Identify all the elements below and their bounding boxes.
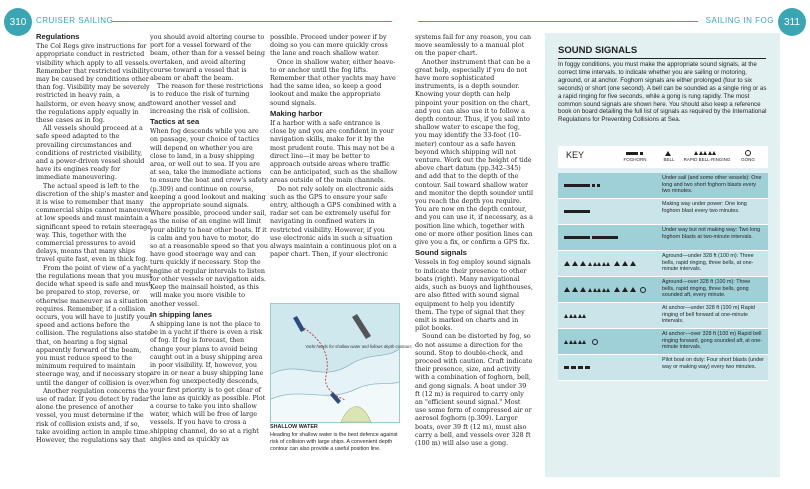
signal-row [558,355,768,381]
paragraph: A shipping lane is not the place to be in a yacht if there is even a risk of fog. If fog is forecast, then change your plans to avoid being caught out in a busy shipping area in poor visibility. If, however, you are in or near a busy shipping lane when fog unexpectedly descends, your first priority is to get clear of the lane as quickly as possible. Plot a course to take you into shallow water, which will be free of large vessels. If you have to cross a shipping channel, do so at a right angles and as quickly as [150,319,266,443]
heading-shipping-lanes: In shipping lanes [150,309,213,319]
running-title-right: SAILING IN FOG [705,16,774,25]
signal-description: Under sail (and some other vessels): One long and two short foghorn blasts every two minutes. [662,175,762,195]
text-column-2 [150,33,268,443]
paragraph: The actual speed is left to the discretion of the ship's master and it is wise to remember that many commercial ships cannot maneuver at low speeds and must maintain a significant speed to retain steerage way. This, together with the commercial pressures to avoid delays, means that many ships travel quite fast, even in thick fog. [36,181,152,264]
signal-row [558,251,768,277]
running-header [0,14,810,34]
heading-tactics: Tactics at sea [150,117,200,127]
signal-pilot-boat [564,355,592,380]
signal-description: At anchor—over 328 ft (100 m) Rapid bell ringing forward, gong sounded aft, at one-minute intervals. [662,331,763,351]
paragraph: Vessels in fog employ sound signals to indicate their presence to other boats (right). Many navigational aids, such as buoys and lighthouses, are also fitted with sound signal equipment to help you identify them. The type of signal that they emit is marked on charts and in pilot books. [415,258,533,333]
signal-description: Making way under power: One long foghorn blast every two minutes. [662,201,747,214]
signal-row [558,303,768,329]
caption-title: SHALLOW WATER [270,424,318,430]
signal-key [558,146,768,168]
panel-intro: In foggy conditions, you must make the appropriate sound signals, at the correct time intervals, to indicate whether you are sailing or motoring, aground, or at anchor. Foghorn signals are either prolonged (four to six seconds) or short (one second). A bell can be sounded as a single ring or as a rapid ringing for five seconds, while a gong is rung rapidly. The most common sound signals are shown here. You should also keep a reference book on board detailing the full list of signals as required by the International Regulations for Preventing Collisions at Sea. [558,61,767,124]
key-label: KEY [566,150,585,160]
panel-title: SOUND SIGNALS [558,45,638,56]
page-number-right: 311 [778,8,806,36]
caption-body: Heading for shallow water is the best defence against risk of collision with large ships. A convenient depth contour can also provide a useful position line. [270,432,398,452]
signal-description: Pilot boat on duty: Four short blasts (under way or making way) every two minutes. [662,357,764,370]
signal-not-making-way [564,225,620,250]
key-rapid-label: RAPID BELL-RINGING [683,157,731,162]
signal-anchor-large [564,329,598,354]
header-rule-right [418,21,698,22]
key-foghorn [616,149,654,162]
paragraph: Another regulation concerns the use of radar. If you detect by radar alone the presence of another vessel, you must determine if the risk of collision exists and, if so, take avoiding action in ample time. However, the regulations say that [36,386,151,444]
foghorn-short-icon [640,152,643,155]
key-gong-label: GONG [741,157,755,162]
text-column-4 [415,33,533,447]
page-number-left: 310 [4,8,32,36]
paragraph: possible. Proceed under power if by doing so you can more quickly cross the lane and reach shallow water. [270,33,388,58]
heading-regulations: Regulations [36,32,80,41]
key-gong [736,149,760,162]
signal-aground-large [564,277,646,302]
paragraph: The reason for these restrictions is to reduce the risk of turning toward another vessel and increasing the risk of collision. [150,82,264,115]
signal-table [558,173,768,381]
foghorn-long-icon [626,152,638,155]
signal-row [558,173,768,199]
paragraph: Do not rely solely on electronic aids such as the GPS to ensure your safe entry, although a GPS combined with a radar set can be extremely useful for navigating in confined waters in restricted visibility. However, if you use electronic aids in such a situation always maintain a continuous plot on a paper chart. Then, if your electronic [270,184,397,259]
key-bell-label: BELL [663,157,675,162]
rapid-bell-icon [694,151,717,155]
paragraph: you should avoid altering course to port for a vessel forward of the beam, other than for a vessel being overtaken, and avoid altering course toward a vessel that is abeam or abaft the beam. [150,33,265,83]
paragraph: If a harbor with a safe entrance is close by and you are confident in your navigation skills, make for it by the most prudent route. This may not be a direct line—it may be better to approach outside areas where traffic can be anticipated, such as the shallow areas outside of the main channels. [270,119,398,185]
panel-rule [558,58,766,59]
text-column-1 [36,33,154,444]
signal-row [558,329,768,355]
paragraph: Another instrument that can be a great help, especially if you do not have more sophisticated instruments, is a depth sounder. Knowing your depth can help pinpoint your position on the chart, and you can also use it to follow a depth contour. Thus, if you sail into shallow water to escape the fog, you may identify the 33-foot (10-meter) contour as a safe haven beyond which shipping will not venture. Work out the height of tide above chart datum (pp.342–345) and add that to the depth of the contour. Sail toward shallow water and monitor the depth sounder until you reach the depth you require. You are now on the depth contour, and you can use it, if necessary, as a position line which, together with one or more other position lines can give you a fix, or confirm a GPS fix. [415,57,533,247]
running-title-left: CRUISER SAILING [36,16,114,25]
heading-making-harbor: Making harbor [270,108,323,118]
signal-under-sail [564,173,602,198]
signal-description: Under way but not making way: Two long foghorn blasts at two-minute intervals. [662,227,761,240]
signal-anchor-small [564,303,590,328]
key-rapid [682,149,732,162]
key-foghorn-label: FOGHORN [623,157,647,162]
paragraph: From the point of view of a yacht, the regulations mean that you must decide what speed is safe and must be prepared to stop, reverse, or otherwise maneuver as a situation requires. Remember, if a collision occurs, you will have to justify your speed and actions before the collision. The regulations also state that, on hearing a fog signal apparently forward of the beam, you must reduce speed to the minimum required to maintain steerage way, and if necessary stop until the danger of collision is over. [36,263,153,387]
sound-signals-panel [545,33,780,477]
paragraph: Sound can be distorted by fog, so do not assume a direction for the sound. Stop to double-check, and proceed with caution. Craft indicate their presence, size, and activity with a combination of foghorn, bell, and gong signals. A boat under 39 ft (12 m) is required to carry only an "efficient sound signal." Most use some form of compressed air or aerosol foghorn (p.309). Larger boats, over 39 ft (12 m), must also carry a bell, and vessels over 328 ft (100 m) will also use a gong. [415,332,533,447]
text-column-3 [270,33,398,258]
signal-aground-small [564,251,638,276]
shallow-water-diagram [270,303,412,423]
paragraph: Once in shallow water, either heave-to or anchor until the fog lifts. Remember that other yachts may have had the same idea, so keep a good lookout and make the appropriate sound signals. [270,57,396,107]
paragraph: The Col Regs give instructions for appropriate conduct in restricted visibility which apply to all vessels. Remember that restricted visibility may be caused by conditions other than fog. Visibility may be severely restricted in heavy rain, a hailstorm, or even heavy snow, and the regulations apply equally in these cases as in fog. [36,42,151,125]
signal-row [558,277,768,303]
key-bell [658,149,680,162]
heading-sound-signals: Sound signals [415,248,467,258]
signal-description: At anchor—under 328 ft (100 m) Rapid ringing of bell forward at one-minute intervals. [662,305,755,325]
paragraph: When fog descends while you are on passage, your choice of tactics will depend on whether you are close to land, in a busy shipping area, or well out to sea. If you are at sea, take the immediate actions to ensure the boat and crew's safety (p.309) and continue on course, keeping a good lookout and making the appropriate sound signals. Where possible, proceed under sail, as the noise of an engine will limit your ability to hear other boats. If it is calm and you have to motor, do so at a reasonable speed so that you have good steerage way and can turn quickly if necessary. Stop the engine at regular intervals to listen for other vessels or navigation aids. Keep the mainsail hoisted, as this will make you more visible to another vessel. [150,127,268,308]
paragraph: All vessels should proceed at a safe speed adapted to the prevailing circumstances and conditions of restricted visibility, and a power-driven vessel should have its engines ready for immediate maneuvering. [36,124,145,182]
signal-description: Aground—over 328 ft (100 m): Three bells, rapid ringing, three bells, gong sounded aft, every minute. [662,279,751,299]
diagram-label: Yacht heads for shallow water and follows depth contours [305,344,412,349]
header-rule-left [112,21,392,22]
signal-row [558,225,768,251]
signal-row [558,199,768,225]
signal-description: Aground—under 328 ft (100 m): Three bells, rapid ringing, three bells, at one-minute intervals. [662,253,754,273]
paragraph: systems fail for any reason, you can move seamlessly to a manual plot on the paper chart. [415,33,532,58]
signal-under-power [564,199,592,224]
gong-icon [745,150,751,156]
chart-illustration [271,304,412,422]
bell-icon [665,151,671,156]
